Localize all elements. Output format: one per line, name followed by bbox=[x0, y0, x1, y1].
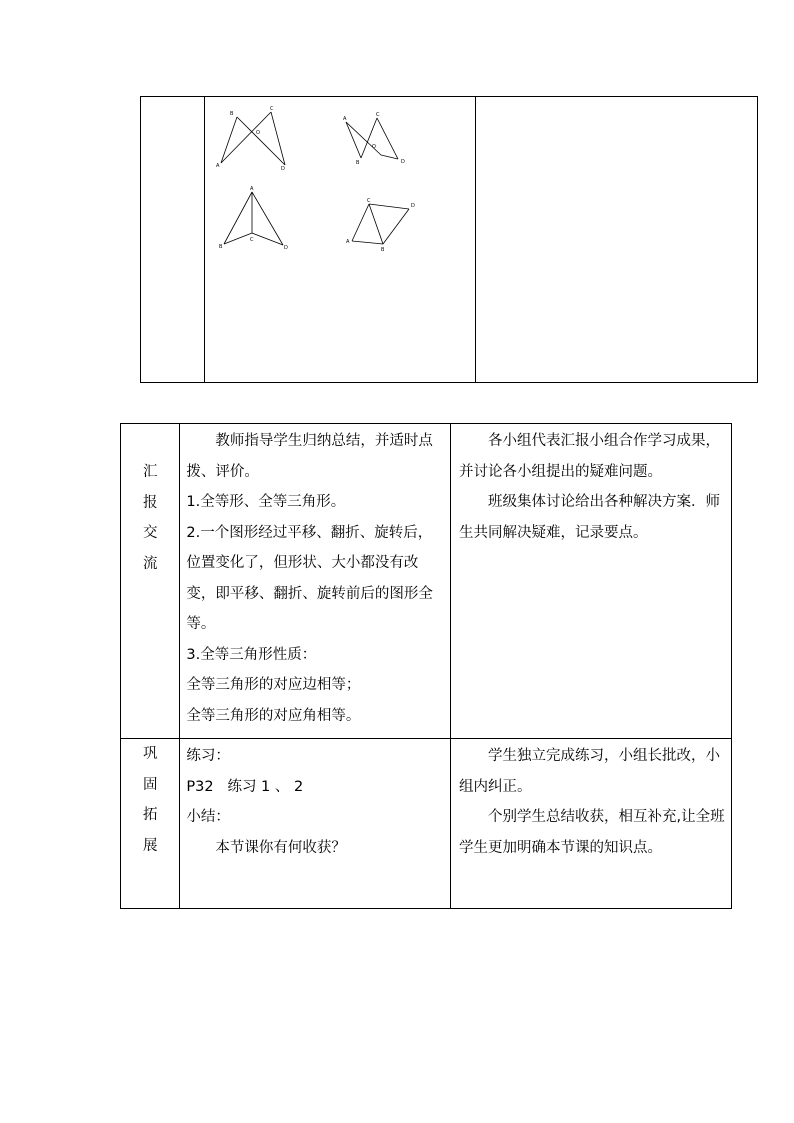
consolidate-char: 巩 bbox=[142, 746, 158, 762]
teacher-point-3-title: 3.全等三角形性质： bbox=[186, 646, 317, 663]
report-exchange-char: 报 bbox=[142, 494, 158, 511]
figure-1 bbox=[215, 103, 295, 173]
fig1-label-b: B bbox=[229, 111, 234, 117]
practice-title: 练习： bbox=[186, 748, 230, 764]
fig3-label-d: D bbox=[283, 245, 288, 251]
consolidate-char: 展 bbox=[142, 837, 158, 854]
figure-2 bbox=[339, 111, 409, 173]
consolidate-label-cell bbox=[121, 739, 180, 909]
fig1-label-o: O bbox=[255, 130, 260, 136]
report-exchange-teacher-cell bbox=[180, 424, 451, 739]
report-exchange-student-cell bbox=[451, 424, 732, 739]
consolidate-char: 固 bbox=[142, 776, 158, 793]
report-exchange-char: 流 bbox=[142, 555, 158, 572]
consolidate-student-cell bbox=[451, 739, 732, 909]
fig4-label-b: B bbox=[380, 247, 385, 253]
report-exchange-row bbox=[121, 424, 732, 739]
fig4-label-a: A bbox=[345, 239, 350, 245]
teacher-point-2: 2.一个图形经过平移、翻折、旋转后，位置变化了，但形状、大小都没有改变，即平移、翻折、旋转前后的图形全等。 bbox=[186, 524, 433, 632]
figures-label-cell bbox=[141, 97, 205, 383]
figure-3 bbox=[217, 185, 291, 255]
figure-4 bbox=[345, 195, 425, 257]
fig3-label-c: C bbox=[249, 237, 254, 243]
fig3-label-b: B bbox=[218, 244, 223, 250]
report-exchange-label-cell bbox=[121, 424, 180, 739]
consolidate-row bbox=[121, 739, 732, 909]
consolidate-teacher-cell bbox=[180, 739, 451, 909]
teacher-intro: 教师指导学生归纳总结，并适时点拨、评价。 bbox=[186, 433, 433, 480]
fig2-label-d: D bbox=[400, 159, 405, 165]
fig2-label-o: O bbox=[371, 144, 376, 150]
fig1-label-d: D bbox=[280, 166, 285, 172]
report-exchange-char: 汇 bbox=[142, 464, 158, 480]
fig1-label-c: C bbox=[269, 106, 274, 112]
fig2-label-b: B bbox=[355, 160, 360, 166]
figures-table bbox=[140, 96, 758, 383]
consolidate-char: 拓 bbox=[142, 807, 158, 823]
teacher-point-3b: 全等三角形的对应角相等。 bbox=[186, 707, 361, 724]
teacher-point-3a: 全等三角形的对应边相等； bbox=[186, 677, 361, 693]
student-summary: 个别学生总结收获，相互补充,让全班学生更加明确本节课的知识点。 bbox=[459, 809, 725, 856]
summary-question: 本节课你有何收获？ bbox=[215, 839, 346, 856]
summary-title: 小结： bbox=[186, 809, 230, 825]
teacher-point-1: 1.全等形、全等三角形。 bbox=[186, 494, 346, 510]
practice-detail: P32 练习 1 、 2 bbox=[186, 778, 304, 795]
fig4-label-d: D bbox=[410, 203, 415, 209]
fig3-label-a: A bbox=[249, 186, 254, 192]
figures-notes-cell bbox=[475, 97, 757, 383]
report-exchange-char: 交 bbox=[142, 525, 158, 541]
fig2-label-a: A bbox=[342, 116, 347, 122]
student-discussion: 班级集体讨论给出各种解决方案．师生共同解决疑难，记录要点。 bbox=[459, 494, 721, 541]
student-practice: 学生独立完成练习，小组长批改，小组内纠正。 bbox=[459, 748, 721, 795]
fig4-label-c: C bbox=[366, 198, 371, 204]
fig2-label-c: C bbox=[375, 112, 380, 118]
fig1-label-a: A bbox=[215, 163, 220, 169]
student-report: 各小组代表汇报小组合作学习成果，并讨论各小组提出的疑难问题。 bbox=[459, 433, 721, 480]
lesson-table bbox=[120, 423, 732, 909]
figures-cell bbox=[204, 97, 475, 383]
